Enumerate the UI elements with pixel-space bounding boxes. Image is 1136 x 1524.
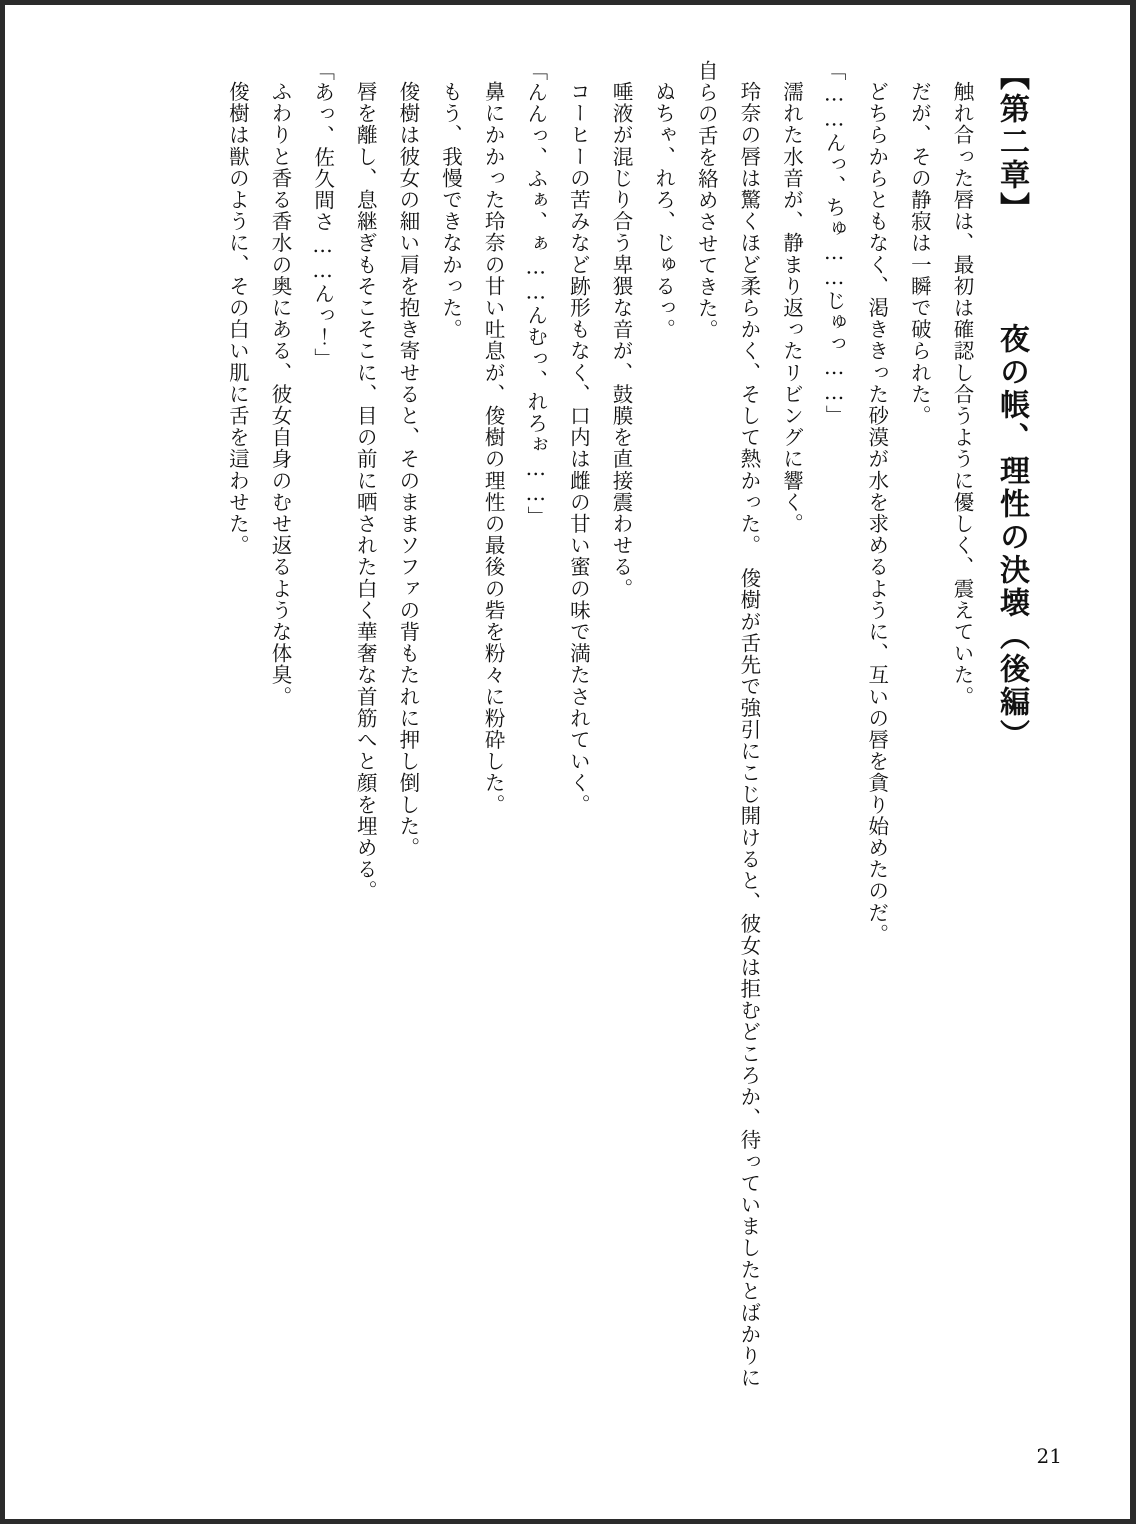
- paragraph: コーヒーの苦みなど跡形もなく、口内は雌の甘い蜜の味で満たされていく。: [566, 80, 591, 815]
- paragraph: ふわりと香る香水の奥にある、彼女自身のむせ返るような体臭。: [268, 80, 292, 707]
- paragraph: もう、我慢できなかった。: [438, 80, 463, 340]
- chapter-title: 夜の帳、理性の決壊（後編）: [994, 323, 1029, 752]
- vertical-text-body: [96, 60, 1040, 1400]
- page-number: 21: [1036, 1444, 1062, 1468]
- scan-edge-top: [0, 0, 1136, 5]
- chapter-heading: [983, 60, 1040, 1400]
- paragraph: 玲奈の唇は驚くほど柔らかく、そして熱かった。 俊樹が舌先で強引にこじ開けると、彼女は拒むどころか、待っていましたとばかりに自らの舌を絡めさせてきた。: [694, 60, 761, 1388]
- paragraph-dialogue: 「あっ、佐久間さ……んっ！」: [310, 60, 335, 370]
- paragraph: 唇を離し、息継ぎもそこそこに、目の前に晒された白く華奢な首筋へと顔を埋める。: [353, 80, 378, 902]
- paragraph-dialogue: 「……んっ、ちゅ……じゅっ……」: [822, 60, 847, 427]
- scan-edge-right: [1130, 0, 1136, 1524]
- paragraph: 俊樹は獣のように、その白い肌に舌を這わせた。: [225, 80, 250, 556]
- scan-edge-left: [0, 0, 5, 1524]
- scan-edge-bottom: [0, 1519, 1136, 1524]
- paragraph: どちらからともなく、渇ききった砂漠が水を求めるように、互いの唇を貪り始めたのだ。: [864, 80, 889, 945]
- paragraph: 鼻にかかった玲奈の甘い吐息が、俊樹の理性の最後の砦を粉々に粉砕した。: [481, 80, 506, 815]
- paragraph-dialogue: 「んんっ、ふぁ、ぁ……んむっ、れろぉ……」: [523, 60, 548, 528]
- paragraph: ぬちゃ、れろ、じゅるっ。: [651, 80, 676, 340]
- paragraph: 唾液が混じり合う卑猥な音が、鼓膜を直接震わせる。: [609, 80, 633, 599]
- paragraph: 触れ合った唇は、最初は確認し合うように優しく、震えていた。: [950, 80, 974, 707]
- paragraph: だが、その静寂は一瞬で破られた。: [907, 80, 932, 427]
- paragraph: 濡れた水音が、静まり返ったリビングに響く。: [779, 80, 804, 535]
- chapter-label: 【第二章】: [994, 60, 1029, 225]
- paragraph: 俊樹は彼女の細い肩を抱き寄せると、そのままソファの背もたれに押し倒した。: [395, 80, 420, 859]
